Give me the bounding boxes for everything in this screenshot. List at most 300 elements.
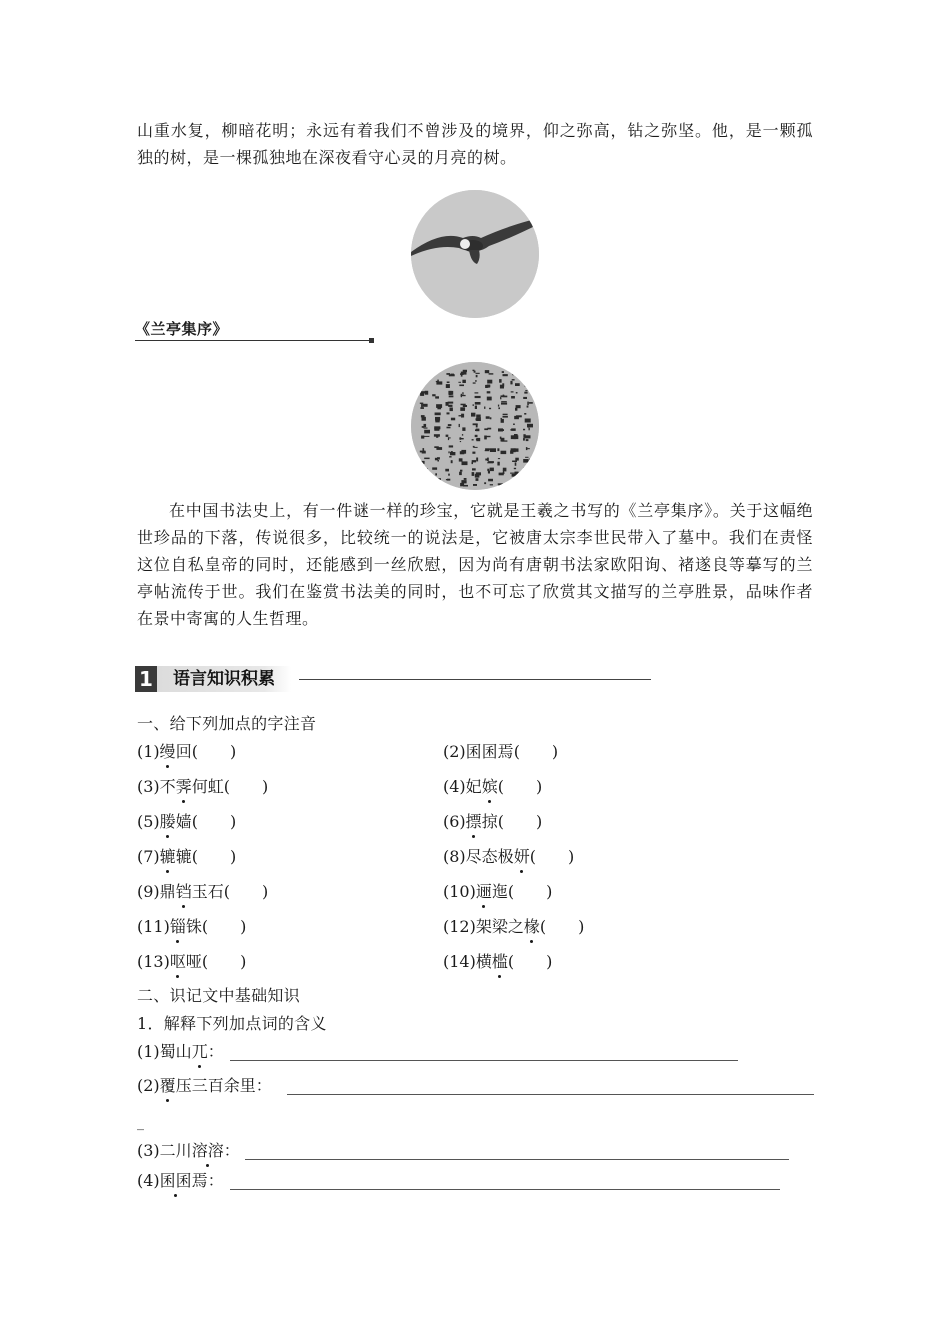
calligraphy-stroke [422,382,424,383]
answer-blank[interactable]: ( ) [191,847,237,866]
item-dotted-text: 媵 [159,812,176,831]
item-number: (4) [137,1171,160,1190]
item-dotted-text: 覆 [159,1076,176,1095]
calligraphy-stroke [527,448,530,449]
calligraphy-stroke [460,441,461,442]
answer-line[interactable] [245,1159,789,1160]
part1-item [137,916,246,938]
calligraphy-stroke [516,373,519,376]
calligraphy-stroke [490,484,493,485]
calligraphy-stroke [472,468,476,470]
calligraphy-stroke [516,392,518,394]
calligraphy-stroke [424,430,430,434]
calligraphy-stroke [486,385,489,388]
calligraphy-stroke [446,435,449,437]
item-number: (14) [443,952,476,971]
calligraphy-stroke [476,438,480,441]
calligraphy-stroke [476,429,480,432]
part1-item [443,776,542,798]
calligraphy-stroke [435,458,438,461]
calligraphy-stroke [462,434,463,436]
calligraphy-stroke [498,458,500,459]
calligraphy-stroke [435,396,439,398]
answer-line[interactable] [230,1060,738,1061]
part1-item [137,881,268,903]
block-heading [135,666,520,694]
calligraphy-stroke [490,448,496,452]
answer-blank[interactable]: ( ) [223,777,269,796]
calligraphy-stroke [462,461,468,465]
stray-underscore: _ [137,1115,144,1131]
calligraphy-stroke [513,485,518,489]
item-number: (6) [443,812,466,831]
item-number: (10) [443,882,476,901]
calligraphy-stroke [503,414,508,415]
calligraphy-stroke [421,415,425,417]
calligraphy-stroke [435,429,440,430]
calligraphy-stroke [524,413,526,415]
calligraphy-stroke [484,407,485,409]
calligraphy-stroke [460,407,465,411]
item-text: 嫱 [175,812,192,831]
calligraphy-stroke [422,370,427,373]
calligraphy-stroke [485,370,489,373]
item-number: (1) [137,1042,160,1061]
calligraphy-stroke [434,434,440,437]
item-number: (3) [137,777,160,796]
calligraphy-stroke [450,408,453,412]
main-paragraph: 在中国书法史上，有一件谜一样的珍宝，它就是王羲之书写的《兰亭集序》。关于这幅绝世珍品的下落，传说很多，比较统一的说法是，它被唐太宗李世民带入了墓中。我们在责怪这位自私皇帝的同时，还能感到一丝欣慰，因为尚有唐朝书法家欧阳询、褚遂良等摹写的兰亭帖流传于世。我们在鉴赏书法美的同时，也不可忘了欣赏其文描写的兰亭胜景，品味作者在景中寄寓的人生哲理。 [137,501,813,628]
calligraphy-stroke [423,404,428,407]
item-dotted-text: 槛 [491,952,508,971]
item-number: (12) [443,917,476,936]
answer-line[interactable] [230,1189,780,1190]
answer-blank[interactable]: ( ) [539,917,585,936]
answer-blank[interactable]: ( ) [201,952,247,971]
calligraphy-stroke [527,374,530,375]
calligraphy-stroke [524,392,527,394]
calligraphy-stroke [448,437,449,440]
calligraphy-stroke [486,436,490,437]
calligraphy-stroke [489,373,494,374]
item-number: (2) [137,1076,160,1095]
calligraphy-stroke [515,370,521,372]
calligraphy-stroke [523,429,525,431]
calligraphy-stroke [485,450,490,451]
calligraphy-stroke [459,472,462,475]
calligraphy-stroke [435,371,436,374]
calligraphy-stroke [488,479,493,482]
calligraphy-stroke [458,382,461,383]
calligraphy-stroke [500,397,501,399]
calligraphy-stroke [424,468,428,469]
item-number: (3) [137,1141,160,1160]
item-dotted-text: 呕 [169,952,186,971]
calligraphy-stroke [447,382,450,384]
calligraphy-stroke [420,461,425,464]
item-number: (4) [443,777,466,796]
calligraphy-stroke [435,419,439,423]
calligraphy-stroke [476,373,480,374]
calligraphy-stroke [514,448,519,451]
answer-blank[interactable]: ( ) [201,917,247,936]
calligraphy-stroke [421,484,423,486]
calligraphy-stroke [511,391,514,392]
calligraphy-stroke [525,435,531,438]
item-text: 焉： [191,1171,224,1190]
calligraphy-stroke [510,381,512,385]
calligraphy-stroke [461,480,466,483]
calligraphy-image [411,362,539,490]
calligraphy-stroke [473,404,475,405]
answer-blank[interactable]: ( ) [497,777,543,796]
item-dotted-text: 锱 [169,917,186,936]
calligraphy-stroke [422,369,428,372]
answer-blank[interactable]: ( ) [497,812,543,831]
calligraphy-stroke [487,428,491,430]
calligraphy-stroke [476,417,481,421]
item-number: (2) [443,742,466,761]
calligraphy-stroke [475,402,481,405]
part1-item [443,881,552,903]
item-text: 迤 [491,882,508,901]
calligraphy-stroke [510,450,513,453]
calligraphy-stroke [460,470,462,472]
calligraphy-stroke [422,478,425,480]
calligraphy-stroke [525,383,528,387]
part1-heading: 一、给下列加点的字注音 [137,714,317,733]
calligraphy-stroke [435,413,441,416]
calligraphy-stroke [525,419,531,423]
calligraphy-stroke [487,380,492,384]
calligraphy-stroke [473,484,477,486]
calligraphy-stroke [472,452,475,454]
calligraphy-stroke [499,379,502,383]
calligraphy-stroke [460,483,464,486]
item-text: 尽态极 [465,847,514,866]
item-number: (11) [137,917,170,936]
calligraphy-stroke [487,397,492,401]
calligraphy-stroke [487,462,493,463]
calligraphy-stroke [424,424,427,427]
calligraphy-stroke [503,472,505,474]
calligraphy-stroke [475,392,479,393]
item-number: (8) [443,847,466,866]
item-dotted-text: 铛 [175,882,192,901]
calligraphy-stroke [511,396,515,399]
calligraphy-stroke [464,478,467,480]
calligraphy-stroke [451,460,453,463]
calligraphy-stroke [451,418,455,421]
calligraphy-stroke [510,473,515,474]
calligraphy-stroke [448,405,452,407]
calligraphy-stroke [448,451,449,453]
calligraphy-stroke [423,436,429,437]
calligraphy-stroke [461,374,463,377]
item-dotted-text: 妍 [513,847,530,866]
calligraphy-stroke [447,427,451,429]
calligraphy-stroke [512,379,515,380]
part1-item [137,741,236,763]
item-number: (5) [137,812,160,831]
calligraphy-stroke [451,451,453,452]
calligraphy-stroke [460,437,462,440]
answer-blank[interactable]: ( ) [191,742,237,761]
calligraphy-stroke [476,424,478,428]
item-text: 掠 [481,812,498,831]
calligraphy-stroke [528,481,533,483]
calligraphy-stroke [490,417,492,419]
calligraphy-stroke [514,435,519,439]
calligraphy-stroke [448,474,450,476]
calligraphy-stroke [527,406,529,408]
calligraphy-stroke [503,374,508,376]
answer-blank[interactable]: ( ) [507,952,553,971]
calligraphy-stroke [434,478,436,481]
calligraphy-stroke [475,380,477,382]
calligraphy-stroke [501,395,505,397]
calligraphy-stroke [501,403,507,405]
item-number: (9) [137,882,160,901]
part1-item [443,916,584,938]
item-text: 蜀山 [159,1042,192,1061]
calligraphy-stroke [424,458,429,460]
answer-blank[interactable]: ( ) [507,882,553,901]
calligraphy-stroke [523,459,528,463]
calligraphy-stroke [432,394,435,396]
calligraphy-stroke [484,482,486,484]
calligraphy-stroke [515,408,517,411]
answer-blank[interactable]: ( ) [191,812,237,831]
calligraphy-stroke [432,467,437,469]
calligraphy-stroke [529,402,533,404]
calligraphy-stroke [526,469,531,472]
calligraphy-stroke [498,483,503,484]
item-text: 妃 [465,777,482,796]
calligraphy-stroke [449,396,454,398]
item-text: ： [207,1042,224,1061]
calligraphy-stroke [489,408,491,409]
item-text: ： [223,1141,240,1160]
item-dotted-text: 辘 [159,847,176,866]
item-number: (1) [137,742,160,761]
calligraphy-stroke [527,402,529,406]
calligraphy-stroke [498,405,499,407]
calligraphy-stroke [462,380,466,383]
part2-item [137,1041,224,1063]
calligraphy-stroke [448,424,452,426]
item-dotted-text: 逦 [475,882,492,901]
calligraphy-stroke [450,452,455,455]
answer-blank[interactable]: ( ) [513,742,559,761]
calligraphy-stroke [472,472,475,476]
calligraphy-stroke [472,460,476,462]
item-text: 辘 [175,847,192,866]
calligraphy-stroke [462,427,465,431]
item-text: 哑 [185,952,202,971]
calligraphy-stroke [486,416,490,419]
calligraphy-stroke [471,413,475,417]
calligraphy-stroke [514,468,516,469]
calligraphy-stroke [513,424,515,426]
calligraphy-stroke [500,437,502,439]
calligraphy-stroke [434,426,440,429]
calligraphy-stroke [527,424,533,428]
item-text: 二川 [159,1141,192,1160]
calligraphy-stroke [501,418,502,419]
calligraphy-stroke [422,369,424,371]
section-title: 《兰亭集序》 [135,320,229,338]
answer-line[interactable] [287,1094,814,1095]
calligraphy-stroke [421,404,423,408]
eagle-image [411,190,539,318]
calligraphy-stroke [420,407,424,409]
calligraphy-stroke [484,436,487,440]
calligraphy-stroke [515,458,519,461]
item-text: 玉石 [191,882,224,901]
calligraphy-stroke [435,473,437,475]
part1-item [443,741,558,763]
section-underline-end [369,338,374,343]
part1-item [137,951,246,973]
part1-item [443,951,552,973]
calligraphy-stroke [436,404,442,408]
item-text: 囷囷焉 [465,742,514,761]
calligraphy-stroke [476,415,481,418]
calligraphy-stroke [449,437,451,438]
calligraphy-stroke [529,470,535,471]
calligraphy-stroke [511,428,516,431]
calligraphy-stroke [420,451,426,453]
calligraphy-stroke [515,383,520,386]
answer-blank[interactable]: ( ) [223,882,269,901]
calligraphy-stroke [523,397,527,399]
calligraphy-stroke [449,456,451,457]
calligraphy-stroke [528,370,533,373]
calligraphy-stroke [446,384,450,388]
item-text: 鼎 [159,882,176,901]
item-dotted-text: 缦 [159,742,176,761]
part2-heading: 二、识记文中基础知识 [137,986,301,1005]
calligraphy-stroke [485,459,487,461]
calligraphy-stroke [459,458,463,461]
part1-item [137,846,236,868]
calligraphy-stroke [475,406,477,409]
part1-item [137,776,268,798]
calligraphy-stroke [475,435,478,437]
item-number: (7) [137,847,160,866]
part2-item [137,1140,240,1162]
answer-blank[interactable]: ( ) [529,847,575,866]
item-text: 何虹 [191,777,224,796]
calligraphy-stroke [459,385,464,387]
calligraphy-stroke [476,458,478,462]
calligraphy-stroke [476,375,478,377]
calligraphy-stroke [515,462,517,465]
calligraphy-stroke [461,395,466,396]
calligraphy-stroke [524,467,530,469]
calligraphy-stroke [512,374,516,375]
part2-item [137,1170,224,1192]
calligraphy-stroke [498,407,500,409]
calligraphy-stroke [437,380,439,382]
calligraphy-stroke [473,370,475,371]
calligraphy-stroke [487,391,491,393]
calligraphy-stroke [529,428,530,430]
calligraphy-stroke [448,391,451,395]
calligraphy-stroke [420,467,424,471]
calligraphy-stroke [514,484,516,486]
calligraphy-stroke [475,396,481,398]
calligraphy-stroke [497,462,499,466]
calligraphy-stroke [436,369,439,370]
calligraphy-stroke [437,478,441,480]
calligraphy-stroke [529,459,534,461]
block-heading-rule [299,679,651,680]
calligraphy-stroke [490,468,494,472]
calligraphy-stroke [497,448,499,451]
section-underline [135,340,371,341]
calligraphy-stroke [502,371,504,373]
calligraphy-stroke [475,474,480,478]
calligraphy-stroke [503,416,508,418]
calligraphy-stroke [421,391,427,393]
calligraphy-stroke [472,439,474,440]
part1-item [443,811,542,833]
item-dotted-text: 嫔 [481,777,498,796]
calligraphy-stroke [501,401,507,402]
calligraphy-stroke [485,448,490,450]
calligraphy-stroke [420,403,424,404]
item-dotted-text: 摽 [465,812,482,831]
item-text: 架梁之 [475,917,524,936]
calligraphy-stroke [451,374,454,375]
calligraphy-stroke [501,451,507,454]
part1-item [137,811,236,833]
item-text: 铢 [185,917,202,936]
calligraphy-stroke [524,381,526,385]
item-text: 回 [175,742,192,761]
calligraphy-stroke [525,457,528,458]
calligraphy-stroke [524,480,526,481]
calligraphy-stroke [447,412,450,414]
calligraphy-stroke [459,424,460,427]
calligraphy-stroke [514,416,519,419]
calligraphy-stroke [525,390,527,391]
calligraphy-stroke [500,385,504,389]
part2-item [137,1075,272,1097]
block-title: 语言知识积累 [173,669,275,689]
part2-subheading: 1．解释下列加点词的含义 [137,1014,327,1033]
calligraphy-stroke [420,394,423,396]
item-dotted-text: 溶溶 [191,1141,224,1160]
calligraphy-stroke [526,439,529,441]
calligraphy-stroke [460,451,465,454]
item-dotted-text: 囷囷 [159,1171,192,1190]
block-number: 1 [135,666,157,692]
calligraphy-stroke [512,461,517,463]
calligraphy-stroke [499,429,504,431]
calligraphy-stroke [526,447,528,450]
item-number: (13) [137,952,170,971]
calligraphy-stroke [523,438,525,441]
calligraphy-stroke [528,469,530,470]
intro-paragraph: 山重水复，柳暗花明；永远有着我们不曾涉及的境界，仰之弥高，钻之弥坚。他，是一颗孤独的树，是一棵孤独地在深夜看守心灵的月亮的树。 [137,121,813,167]
calligraphy-stroke [463,370,467,372]
calligraphy-stroke [447,479,450,481]
calligraphy-stroke [526,480,529,482]
calligraphy-stroke [462,414,464,418]
